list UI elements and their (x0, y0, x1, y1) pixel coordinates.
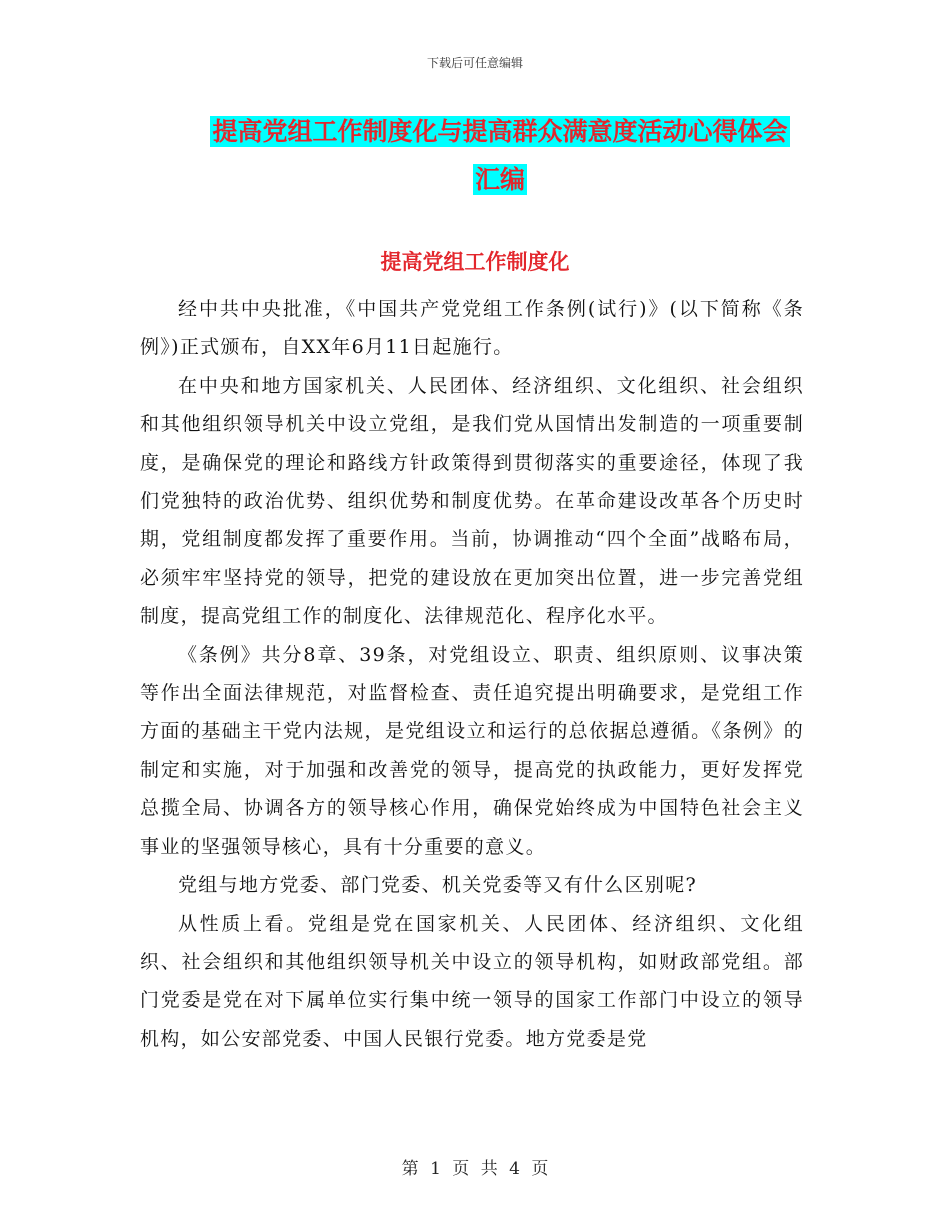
title-line-1: 提高党组工作制度化与提高群众满意度活动心得体会 (212, 117, 788, 146)
paragraph-3: 《条例》共分8章、39条，对党组设立、职责、组织原则、议事决策等作出全面法律规范，对监督检查、责任追究提出明确要求，是党组工作方面的基础主干党内法规，是党组设立和运行的总依据总遵循。《条例》的制定和实施，对于加强和改善党的领导，提高党的执政能力，更好发挥党总揽全局、协调各方的领导核心作用，确保党始终成为中国特色社会主义事业的坚强领导核心，具有十分重要的意义。 (140, 643, 804, 858)
paragraph-2: 在中央和地方国家机关、人民团体、经济组织、文化组织、社会组织和其他组织领导机关中设立党组，是我们党从国情出发制造的一项重要制度，是确保党的理论和路线方针政策得到贯彻落实的重要途径，体现了我们党独特的政治优势、组织优势和制度优势。在革命建设改革各个历史时期，党组制度都发挥了重要作用。当前，协调推动“四个全面”战略布局，必须牢牢坚持党的领导，把党的建设放在更加突出位置，进一步完善党组制度，提高党组工作的制度化、法律规范化、程序化水平。 (140, 374, 804, 628)
paragraph-4: 党组与地方党委、部门党委、机关党委等又有什么区别呢? (178, 874, 697, 897)
page-footer: 第 1 页 共 4 页 (401, 1159, 549, 1179)
paragraph-5: 从性质上看。党组是党在国家机关、人民团体、经济组织、文化组织、社会组织和其他组织领导机关中设立的领导机构，如财政部党组。部门党委是党在对下属单位实行集中统一领导的国家工作部门中设立的领导机构，如公安部党委、中国人民银行党委。地方党委是党 (140, 912, 804, 1050)
header-note: 下载后可任意编辑 (426, 56, 523, 70)
title-line-2: 汇编 (474, 165, 525, 194)
paragraph-1: 经中共中央批准，《中国共产党党组工作条例(试行)》(以下简称《条例》)正式颁布，自XX年6月11日起施行。 (140, 298, 804, 359)
body-text (140, 290, 804, 1058)
document-title (140, 108, 860, 204)
section-heading: 提高党组工作制度化 (380, 250, 570, 274)
